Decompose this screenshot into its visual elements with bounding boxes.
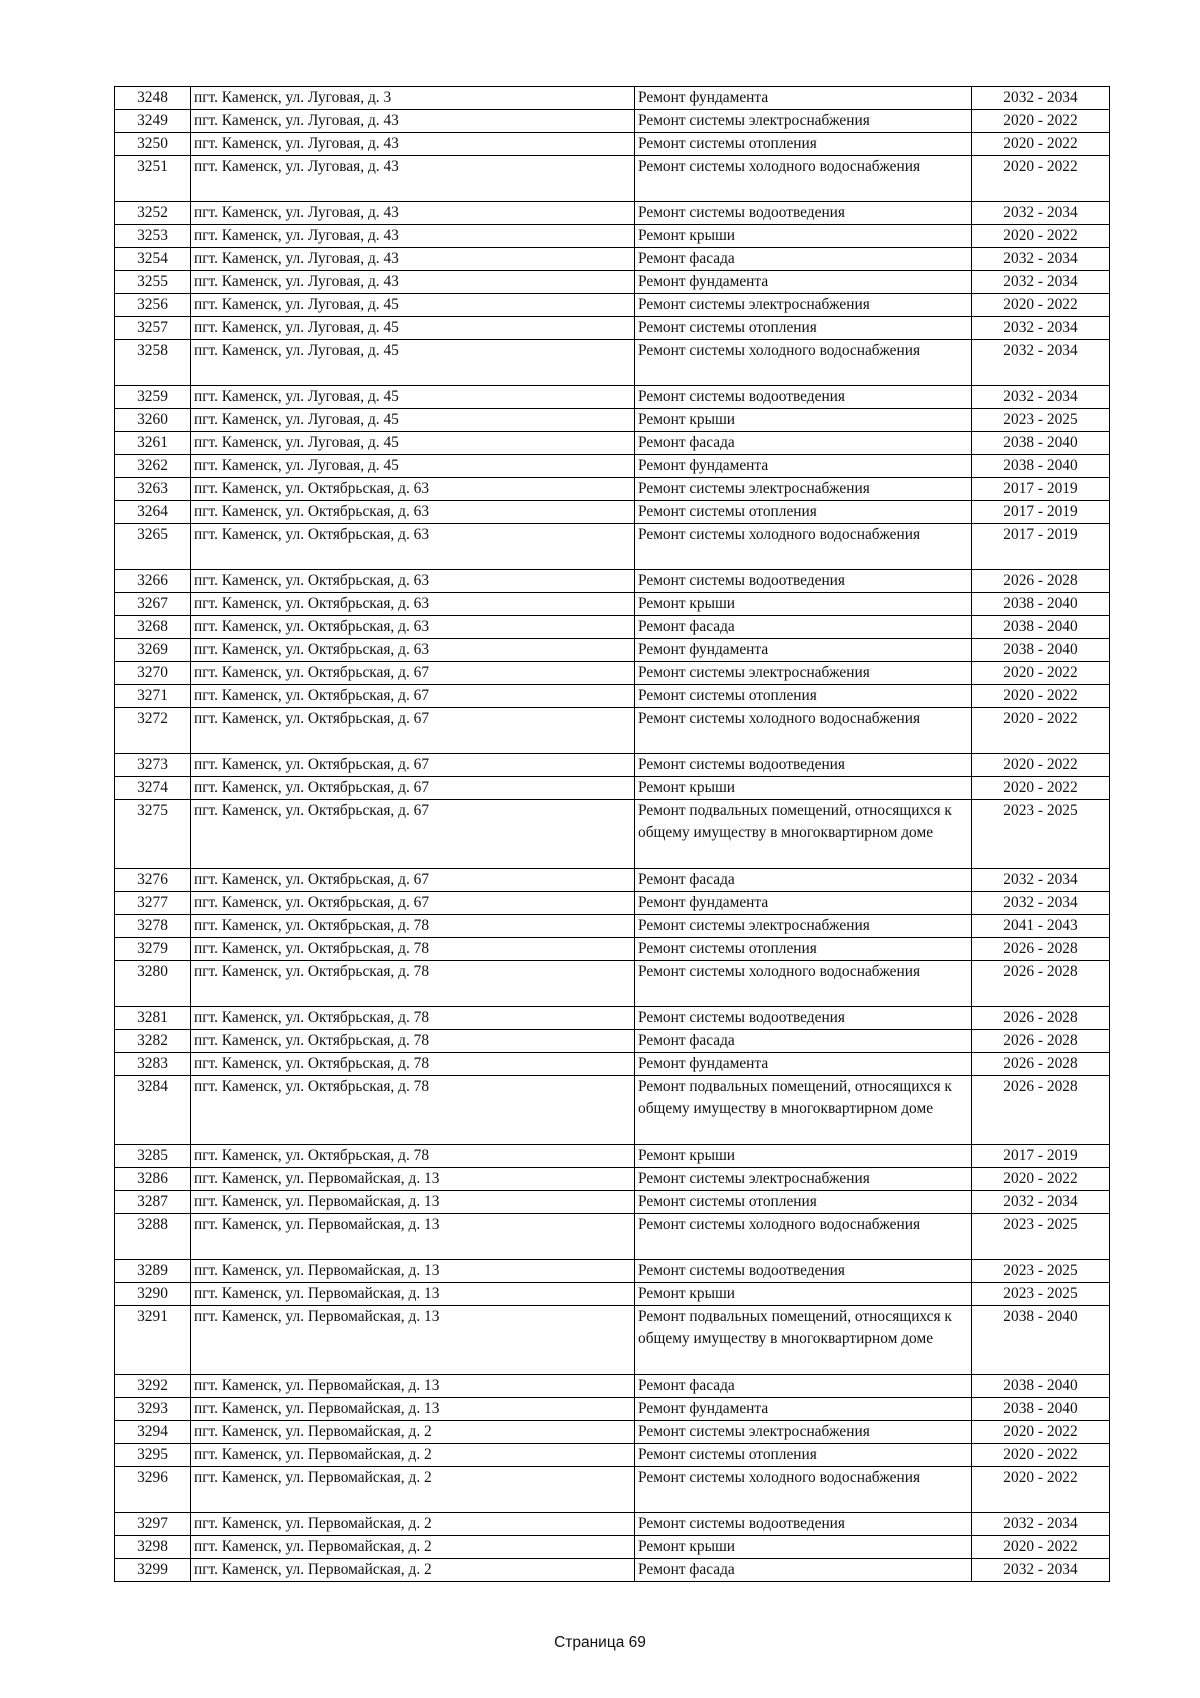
repair-schedule-table — [114, 86, 1110, 1582]
table-row — [115, 1145, 1110, 1168]
table-row — [115, 271, 1110, 294]
table-row — [115, 501, 1110, 524]
address-cell: пгт. Каменск, ул. Октябрьская, д. 78 — [191, 961, 635, 1007]
work-type-cell: Ремонт системы водоотведения — [635, 202, 972, 225]
address-cell: пгт. Каменск, ул. Луговая, д. 43 — [191, 156, 635, 202]
page-number: Страница 69 — [554, 1634, 646, 1651]
table-row — [115, 1260, 1110, 1283]
period-cell: 2023 - 2025 — [972, 1283, 1110, 1306]
address-cell: пгт. Каменск, ул. Первомайская, д. 13 — [191, 1306, 635, 1375]
table-row — [115, 1444, 1110, 1467]
work-type-cell: Ремонт системы электроснабжения — [635, 294, 972, 317]
period-cell: 2023 - 2025 — [972, 1214, 1110, 1260]
period-cell: 2023 - 2025 — [972, 800, 1110, 869]
address-cell: пгт. Каменск, ул. Луговая, д. 45 — [191, 294, 635, 317]
work-type-cell: Ремонт фасада — [635, 248, 972, 271]
row-number-cell: 3261 — [115, 432, 191, 455]
table-row — [115, 1283, 1110, 1306]
table-row — [115, 1398, 1110, 1421]
work-type-cell: Ремонт крыши — [635, 1536, 972, 1559]
address-cell: пгт. Каменск, ул. Луговая, д. 45 — [191, 455, 635, 478]
period-cell: 2020 - 2022 — [972, 662, 1110, 685]
work-type-cell: Ремонт системы водоотведения — [635, 754, 972, 777]
period-cell: 2020 - 2022 — [972, 156, 1110, 202]
address-cell: пгт. Каменск, ул. Первомайская, д. 13 — [191, 1260, 635, 1283]
period-cell: 2017 - 2019 — [972, 501, 1110, 524]
period-cell: 2026 - 2028 — [972, 961, 1110, 1007]
address-cell: пгт. Каменск, ул. Луговая, д. 45 — [191, 409, 635, 432]
work-type-cell: Ремонт системы электроснабжения — [635, 110, 972, 133]
table-row — [115, 1375, 1110, 1398]
work-type-cell: Ремонт системы водоотведения — [635, 1007, 972, 1030]
row-number-cell: 3250 — [115, 133, 191, 156]
period-cell: 2038 - 2040 — [972, 639, 1110, 662]
work-type-cell: Ремонт крыши — [635, 777, 972, 800]
work-type-cell: Ремонт фундамента — [635, 87, 972, 110]
address-cell: пгт. Каменск, ул. Первомайская, д. 2 — [191, 1421, 635, 1444]
address-cell: пгт. Каменск, ул. Луговая, д. 43 — [191, 133, 635, 156]
row-number-cell: 3287 — [115, 1191, 191, 1214]
row-number-cell: 3283 — [115, 1053, 191, 1076]
period-cell: 2038 - 2040 — [972, 1398, 1110, 1421]
period-cell: 2020 - 2022 — [972, 708, 1110, 754]
address-cell: пгт. Каменск, ул. Октябрьская, д. 67 — [191, 754, 635, 777]
row-number-cell: 3269 — [115, 639, 191, 662]
address-cell: пгт. Каменск, ул. Первомайская, д. 2 — [191, 1559, 635, 1582]
row-number-cell: 3266 — [115, 570, 191, 593]
address-cell: пгт. Каменск, ул. Луговая, д. 3 — [191, 87, 635, 110]
address-cell: пгт. Каменск, ул. Первомайская, д. 13 — [191, 1375, 635, 1398]
row-number-cell: 3248 — [115, 87, 191, 110]
work-type-cell: Ремонт системы электроснабжения — [635, 1421, 972, 1444]
work-type-cell: Ремонт системы водоотведения — [635, 1260, 972, 1283]
period-cell: 2038 - 2040 — [972, 432, 1110, 455]
address-cell: пгт. Каменск, ул. Первомайская, д. 13 — [191, 1168, 635, 1191]
table-row — [115, 685, 1110, 708]
table-row — [115, 1214, 1110, 1260]
table-row — [115, 869, 1110, 892]
table-row — [115, 156, 1110, 202]
work-type-cell: Ремонт крыши — [635, 1145, 972, 1168]
row-number-cell: 3299 — [115, 1559, 191, 1582]
row-number-cell: 3252 — [115, 202, 191, 225]
address-cell: пгт. Каменск, ул. Первомайская, д. 13 — [191, 1398, 635, 1421]
row-number-cell: 3290 — [115, 1283, 191, 1306]
row-number-cell: 3262 — [115, 455, 191, 478]
work-type-cell: Ремонт фундамента — [635, 892, 972, 915]
table-row — [115, 202, 1110, 225]
period-cell: 2023 - 2025 — [972, 1260, 1110, 1283]
table-row — [115, 1421, 1110, 1444]
table-row — [115, 133, 1110, 156]
address-cell: пгт. Каменск, ул. Луговая, д. 45 — [191, 432, 635, 455]
table-row — [115, 248, 1110, 271]
row-number-cell: 3292 — [115, 1375, 191, 1398]
work-type-cell: Ремонт системы холодного водоснабжения — [635, 156, 972, 202]
row-number-cell: 3295 — [115, 1444, 191, 1467]
period-cell: 2017 - 2019 — [972, 524, 1110, 570]
row-number-cell: 3249 — [115, 110, 191, 133]
period-cell: 2032 - 2034 — [972, 892, 1110, 915]
table-row — [115, 524, 1110, 570]
work-type-cell: Ремонт системы водоотведения — [635, 386, 972, 409]
address-cell: пгт. Каменск, ул. Первомайская, д. 13 — [191, 1214, 635, 1260]
work-type-cell: Ремонт системы холодного водоснабжения — [635, 1467, 972, 1513]
table-row — [115, 1559, 1110, 1582]
row-number-cell: 3264 — [115, 501, 191, 524]
table-row — [115, 938, 1110, 961]
table-row — [115, 1030, 1110, 1053]
table-row — [115, 409, 1110, 432]
address-cell: пгт. Каменск, ул. Октябрьская, д. 63 — [191, 570, 635, 593]
period-cell: 2017 - 2019 — [972, 1145, 1110, 1168]
row-number-cell: 3257 — [115, 317, 191, 340]
row-number-cell: 3254 — [115, 248, 191, 271]
work-type-cell: Ремонт системы отопления — [635, 133, 972, 156]
work-type-cell: Ремонт системы отопления — [635, 501, 972, 524]
address-cell: пгт. Каменск, ул. Первомайская, д. 2 — [191, 1467, 635, 1513]
row-number-cell: 3282 — [115, 1030, 191, 1053]
address-cell: пгт. Каменск, ул. Октябрьская, д. 63 — [191, 524, 635, 570]
table-row — [115, 1168, 1110, 1191]
period-cell: 2038 - 2040 — [972, 616, 1110, 639]
address-cell: пгт. Каменск, ул. Октябрьская, д. 78 — [191, 1053, 635, 1076]
address-cell: пгт. Каменск, ул. Октябрьская, д. 78 — [191, 1145, 635, 1168]
address-cell: пгт. Каменск, ул. Октябрьская, д. 67 — [191, 708, 635, 754]
table-row — [115, 1053, 1110, 1076]
work-type-cell: Ремонт фундамента — [635, 1053, 972, 1076]
table-row — [115, 892, 1110, 915]
row-number-cell: 3275 — [115, 800, 191, 869]
table-row — [115, 1513, 1110, 1536]
table-row — [115, 1007, 1110, 1030]
period-cell: 2023 - 2025 — [972, 409, 1110, 432]
table-row — [115, 961, 1110, 1007]
address-cell: пгт. Каменск, ул. Октябрьская, д. 63 — [191, 593, 635, 616]
table-row — [115, 87, 1110, 110]
period-cell: 2020 - 2022 — [972, 1421, 1110, 1444]
row-number-cell: 3277 — [115, 892, 191, 915]
row-number-cell: 3274 — [115, 777, 191, 800]
work-type-cell: Ремонт подвальных помещений, относящихся к общему имуществу в многоквартирном доме — [635, 1076, 972, 1145]
row-number-cell: 3293 — [115, 1398, 191, 1421]
period-cell: 2020 - 2022 — [972, 754, 1110, 777]
address-cell: пгт. Каменск, ул. Луговая, д. 45 — [191, 317, 635, 340]
row-number-cell: 3265 — [115, 524, 191, 570]
table-row — [115, 455, 1110, 478]
table-row — [115, 570, 1110, 593]
work-type-cell: Ремонт подвальных помещений, относящихся к общему имуществу в многоквартирном доме — [635, 1306, 972, 1375]
table-row — [115, 777, 1110, 800]
period-cell: 2032 - 2034 — [972, 87, 1110, 110]
row-number-cell: 3298 — [115, 1536, 191, 1559]
table-row — [115, 616, 1110, 639]
period-cell: 2032 - 2034 — [972, 1191, 1110, 1214]
period-cell: 2026 - 2028 — [972, 1053, 1110, 1076]
work-type-cell: Ремонт фасада — [635, 1375, 972, 1398]
work-type-cell: Ремонт системы холодного водоснабжения — [635, 961, 972, 1007]
row-number-cell: 3280 — [115, 961, 191, 1007]
row-number-cell: 3281 — [115, 1007, 191, 1030]
period-cell: 2020 - 2022 — [972, 1467, 1110, 1513]
row-number-cell: 3286 — [115, 1168, 191, 1191]
period-cell: 2038 - 2040 — [972, 593, 1110, 616]
work-type-cell: Ремонт системы холодного водоснабжения — [635, 1214, 972, 1260]
period-cell: 2026 - 2028 — [972, 1076, 1110, 1145]
period-cell: 2026 - 2028 — [972, 1007, 1110, 1030]
row-number-cell: 3263 — [115, 478, 191, 501]
address-cell: пгт. Каменск, ул. Первомайская, д. 13 — [191, 1283, 635, 1306]
row-number-cell: 3253 — [115, 225, 191, 248]
period-cell: 2041 - 2043 — [972, 915, 1110, 938]
address-cell: пгт. Каменск, ул. Луговая, д. 43 — [191, 248, 635, 271]
row-number-cell: 3288 — [115, 1214, 191, 1260]
work-type-cell: Ремонт системы электроснабжения — [635, 915, 972, 938]
table-row — [115, 800, 1110, 869]
period-cell: 2020 - 2022 — [972, 225, 1110, 248]
work-type-cell: Ремонт системы холодного водоснабжения — [635, 340, 972, 386]
period-cell: 2032 - 2034 — [972, 340, 1110, 386]
row-number-cell: 3272 — [115, 708, 191, 754]
work-type-cell: Ремонт системы отопления — [635, 685, 972, 708]
work-type-cell: Ремонт фасада — [635, 1559, 972, 1582]
work-type-cell: Ремонт системы водоотведения — [635, 570, 972, 593]
row-number-cell: 3260 — [115, 409, 191, 432]
period-cell: 2020 - 2022 — [972, 1168, 1110, 1191]
address-cell: пгт. Каменск, ул. Октябрьская, д. 67 — [191, 662, 635, 685]
period-cell: 2017 - 2019 — [972, 478, 1110, 501]
period-cell: 2038 - 2040 — [972, 455, 1110, 478]
row-number-cell: 3284 — [115, 1076, 191, 1145]
table-row — [115, 1536, 1110, 1559]
work-type-cell: Ремонт системы отопления — [635, 1444, 972, 1467]
address-cell: пгт. Каменск, ул. Луговая, д. 45 — [191, 386, 635, 409]
period-cell: 2038 - 2040 — [972, 1375, 1110, 1398]
row-number-cell: 3251 — [115, 156, 191, 202]
work-type-cell: Ремонт системы отопления — [635, 317, 972, 340]
row-number-cell: 3285 — [115, 1145, 191, 1168]
table-row — [115, 340, 1110, 386]
period-cell: 2032 - 2034 — [972, 1513, 1110, 1536]
row-number-cell: 3279 — [115, 938, 191, 961]
row-number-cell: 3270 — [115, 662, 191, 685]
table-body — [115, 87, 1110, 1582]
period-cell: 2020 - 2022 — [972, 685, 1110, 708]
work-type-cell: Ремонт фасада — [635, 1030, 972, 1053]
table-row — [115, 639, 1110, 662]
table-row — [115, 110, 1110, 133]
table-row — [115, 478, 1110, 501]
row-number-cell: 3297 — [115, 1513, 191, 1536]
address-cell: пгт. Каменск, ул. Октябрьская, д. 63 — [191, 478, 635, 501]
address-cell: пгт. Каменск, ул. Первомайская, д. 2 — [191, 1513, 635, 1536]
row-number-cell: 3273 — [115, 754, 191, 777]
address-cell: пгт. Каменск, ул. Октябрьская, д. 63 — [191, 501, 635, 524]
address-cell: пгт. Каменск, ул. Луговая, д. 43 — [191, 110, 635, 133]
address-cell: пгт. Каменск, ул. Октябрьская, д. 67 — [191, 869, 635, 892]
period-cell: 2020 - 2022 — [972, 133, 1110, 156]
work-type-cell: Ремонт системы электроснабжения — [635, 478, 972, 501]
address-cell: пгт. Каменск, ул. Луговая, д. 43 — [191, 202, 635, 225]
period-cell: 2026 - 2028 — [972, 938, 1110, 961]
work-type-cell: Ремонт фундамента — [635, 271, 972, 294]
period-cell: 2020 - 2022 — [972, 294, 1110, 317]
table-row — [115, 662, 1110, 685]
address-cell: пгт. Каменск, ул. Октябрьская, д. 78 — [191, 1030, 635, 1053]
row-number-cell: 3278 — [115, 915, 191, 938]
period-cell: 2032 - 2034 — [972, 248, 1110, 271]
work-type-cell: Ремонт крыши — [635, 593, 972, 616]
period-cell: 2020 - 2022 — [972, 110, 1110, 133]
work-type-cell: Ремонт фундамента — [635, 1398, 972, 1421]
address-cell: пгт. Каменск, ул. Октябрьская, д. 63 — [191, 639, 635, 662]
row-number-cell: 3291 — [115, 1306, 191, 1375]
period-cell: 2032 - 2034 — [972, 271, 1110, 294]
row-number-cell: 3255 — [115, 271, 191, 294]
table-row — [115, 593, 1110, 616]
address-cell: пгт. Каменск, ул. Октябрьская, д. 78 — [191, 938, 635, 961]
work-type-cell: Ремонт системы отопления — [635, 1191, 972, 1214]
table-row — [115, 754, 1110, 777]
address-cell: пгт. Каменск, ул. Луговая, д. 45 — [191, 340, 635, 386]
period-cell: 2032 - 2034 — [972, 317, 1110, 340]
work-type-cell: Ремонт фасада — [635, 616, 972, 639]
address-cell: пгт. Каменск, ул. Октябрьская, д. 67 — [191, 685, 635, 708]
address-cell: пгт. Каменск, ул. Луговая, д. 43 — [191, 271, 635, 294]
work-type-cell: Ремонт системы отопления — [635, 938, 972, 961]
work-type-cell: Ремонт системы холодного водоснабжения — [635, 524, 972, 570]
address-cell: пгт. Каменск, ул. Первомайская, д. 2 — [191, 1444, 635, 1467]
address-cell: пгт. Каменск, ул. Первомайская, д. 2 — [191, 1536, 635, 1559]
row-number-cell: 3259 — [115, 386, 191, 409]
table-row — [115, 708, 1110, 754]
address-cell: пгт. Каменск, ул. Октябрьская, д. 78 — [191, 915, 635, 938]
address-cell: пгт. Каменск, ул. Луговая, д. 43 — [191, 225, 635, 248]
table-row — [115, 225, 1110, 248]
row-number-cell: 3271 — [115, 685, 191, 708]
table-row — [115, 1467, 1110, 1513]
period-cell: 2032 - 2034 — [972, 202, 1110, 225]
row-number-cell: 3289 — [115, 1260, 191, 1283]
period-cell: 2032 - 2034 — [972, 386, 1110, 409]
table-row — [115, 1076, 1110, 1145]
work-type-cell: Ремонт фасада — [635, 869, 972, 892]
period-cell: 2020 - 2022 — [972, 777, 1110, 800]
work-type-cell: Ремонт крыши — [635, 225, 972, 248]
table-row — [115, 915, 1110, 938]
row-number-cell: 3294 — [115, 1421, 191, 1444]
row-number-cell: 3268 — [115, 616, 191, 639]
address-cell: пгт. Каменск, ул. Октябрьская, д. 67 — [191, 800, 635, 869]
work-type-cell: Ремонт фундамента — [635, 455, 972, 478]
table-row — [115, 432, 1110, 455]
table-row — [115, 386, 1110, 409]
address-cell: пгт. Каменск, ул. Октябрьская, д. 67 — [191, 892, 635, 915]
period-cell: 2020 - 2022 — [972, 1444, 1110, 1467]
period-cell: 2038 - 2040 — [972, 1306, 1110, 1375]
table-row — [115, 1191, 1110, 1214]
work-type-cell: Ремонт крыши — [635, 1283, 972, 1306]
work-type-cell: Ремонт системы холодного водоснабжения — [635, 708, 972, 754]
period-cell: 2032 - 2034 — [972, 1559, 1110, 1582]
row-number-cell: 3296 — [115, 1467, 191, 1513]
address-cell: пгт. Каменск, ул. Октябрьская, д. 78 — [191, 1076, 635, 1145]
period-cell: 2026 - 2028 — [972, 1030, 1110, 1053]
row-number-cell: 3256 — [115, 294, 191, 317]
work-type-cell: Ремонт системы электроснабжения — [635, 662, 972, 685]
row-number-cell: 3258 — [115, 340, 191, 386]
address-cell: пгт. Каменск, ул. Октябрьская, д. 63 — [191, 616, 635, 639]
period-cell: 2020 - 2022 — [972, 1536, 1110, 1559]
work-type-cell: Ремонт подвальных помещений, относящихся к общему имуществу в многоквартирном доме — [635, 800, 972, 869]
work-type-cell: Ремонт системы водоотведения — [635, 1513, 972, 1536]
row-number-cell: 3267 — [115, 593, 191, 616]
table-row — [115, 294, 1110, 317]
address-cell: пгт. Каменск, ул. Октябрьская, д. 67 — [191, 777, 635, 800]
address-cell: пгт. Каменск, ул. Первомайская, д. 13 — [191, 1191, 635, 1214]
work-type-cell: Ремонт фасада — [635, 432, 972, 455]
row-number-cell: 3276 — [115, 869, 191, 892]
work-type-cell: Ремонт крыши — [635, 409, 972, 432]
period-cell: 2032 - 2034 — [972, 869, 1110, 892]
period-cell: 2026 - 2028 — [972, 570, 1110, 593]
table-row — [115, 317, 1110, 340]
address-cell: пгт. Каменск, ул. Октябрьская, д. 78 — [191, 1007, 635, 1030]
table-row — [115, 1306, 1110, 1375]
work-type-cell: Ремонт системы электроснабжения — [635, 1168, 972, 1191]
work-type-cell: Ремонт фундамента — [635, 639, 972, 662]
